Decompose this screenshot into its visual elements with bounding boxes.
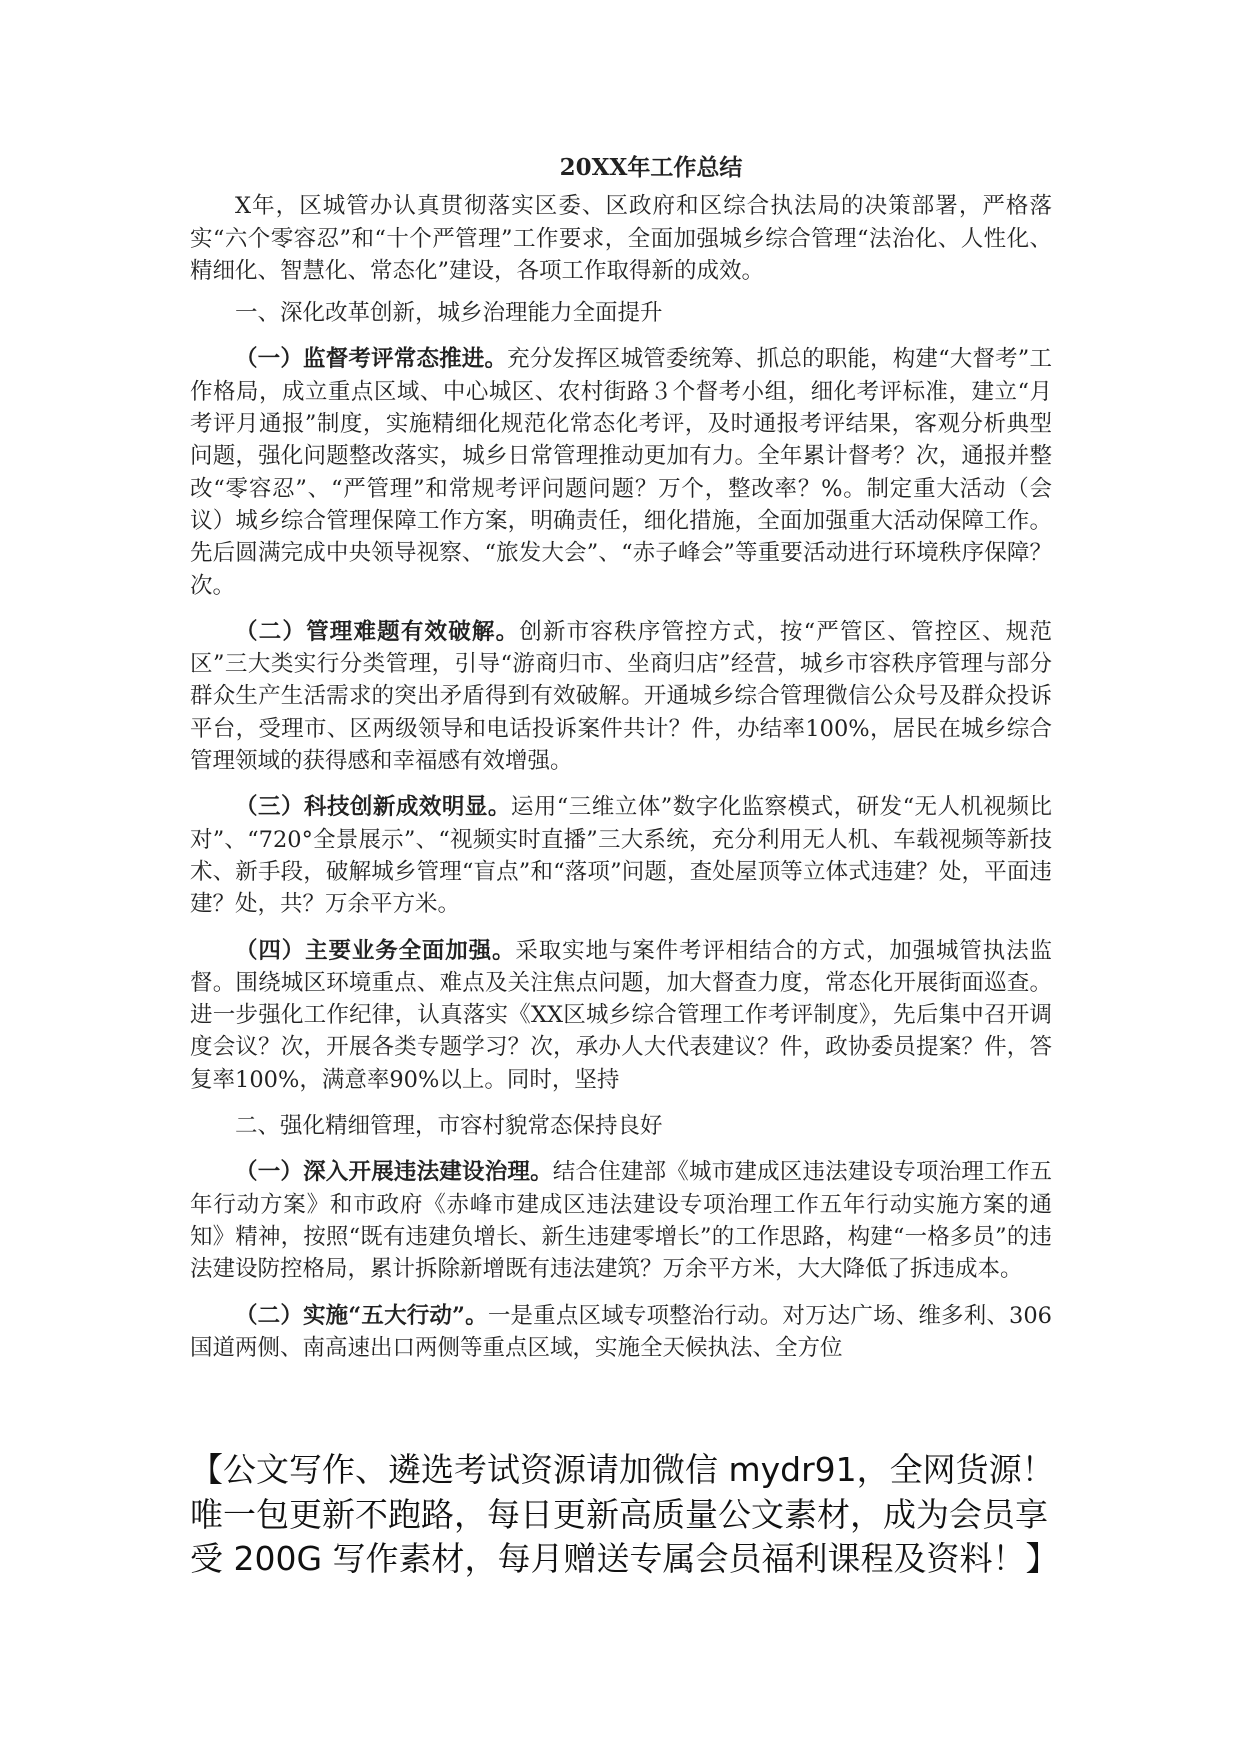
promo-notice: 【公文写作、遴选考试资源请加微信 mydr91，全网货源！唯一包更新不跑路，每日更新高质量公文素材，成为会员享受 200G 写作素材，每月赠送专属会员福利课程及资料！】 bbox=[190, 1450, 1059, 1578]
item-body: 采取实地与案件考评相结合的方式，加强城管执法监督。围绕城区环境重点、难点及关注焦点问题，加大督查力度，常态化开展街面巡查。进一步强化工作纪律，认真落实《XX区城乡综合管理工作考评制度》，先后集中召开调度会议？次，开展各类专题学习？次，承办人大代表建议？件，政协委员提案？件，答复率100%，满意率90%以上。同时，坚持 bbox=[190, 937, 1052, 1093]
item-body: 充分发挥区城管委统筹、抓总的职能，构建“大督考”工作格局，成立重点区域、中心城区、农村街路３个督考小组，细化考评标准，建立“月考评月通报”制度，实施精细化规范化常态化考评，及时通报考评结果，客观分析典型问题，强化问题整改落实，城乡日常管理推动更加有力。全年累计督考？次，通报并整改“零容忍”、“严管理”和常规考评问题问题？万个，整改率？%。制定重大活动（会议）城乡综合管理保障工作方案，明确责任，细化措施，全面加强重大活动保障工作。先后圆满完成中央领导视察、“旅发大会”、“赤子峰会”等重要活动进行环境秩序保障？次。 bbox=[190, 346, 1052, 599]
document-body bbox=[190, 152, 1052, 1378]
intro-paragraph: X年，区城管办认真贯彻落实区委、区政府和区综合执法局的决策部署，严格落实“六个零容忍”和“十个严管理”工作要求，全面加强城乡综合管理“法治化、人性化、精细化、智慧化、常态化”建设，各项工作取得新的成效。 bbox=[190, 193, 1052, 284]
section-1-item-3 bbox=[190, 791, 1052, 920]
section-2-heading: 二、强化精细管理，市容村貌常态保持良好 bbox=[235, 1113, 663, 1140]
item-body: 一是重点区域专项整治行动。对万达广场、维多利、306国道两侧、南高速出口两侧等重点区域，实施全天候执法、全方位 bbox=[190, 1302, 1052, 1361]
section-1-item-1 bbox=[190, 343, 1052, 601]
document-title: 20XX年工作总结 bbox=[559, 154, 743, 181]
item-lead: （一）深入开展违法建设治理。 bbox=[235, 1159, 553, 1186]
item-lead: （一）监督考评常态推进。 bbox=[235, 346, 508, 373]
item-body: 结合住建部《城市建成区违法建设专项治理工作五年行动方案》和市政府《赤峰市建成区违法建设专项治理工作五年行动实施方案的通知》精神，按照“既有违建负增长、新生违建零增长”的工作思路，构建“一格多员”的违法建设防控格局，累计拆除新增既有违法建筑？万余平方米，大大降低了拆违成本。 bbox=[190, 1159, 1052, 1283]
item-lead: （二）管理难题有效破解。 bbox=[235, 618, 520, 645]
section-2-item-1 bbox=[190, 1156, 1052, 1285]
item-body: 运用“三维立体”数字化监察模式，研发“无人机视频比对”、“720°全景展示”、“视频实时直播”三大系统，充分利用无人机、车载视频等新技术、新手段，破解城乡管理“盲点”和“落项”问题，查处屋顶等立体式违建？处，平面违建？处，共？万余平方米。 bbox=[190, 794, 1052, 918]
item-lead: （四）主要业务全面加强。 bbox=[235, 937, 516, 964]
item-lead: （二）实施“五大行动”。 bbox=[235, 1302, 488, 1329]
section-2-item-2 bbox=[190, 1300, 1052, 1365]
section-1-item-2 bbox=[190, 616, 1052, 777]
section-1-heading: 一、深化改革创新，城乡治理能力全面提升 bbox=[235, 300, 663, 327]
item-lead: （三）科技创新成效明显。 bbox=[235, 794, 511, 821]
item-body: 创新市容秩序管控方式，按“严管区、管控区、规范区”三大类实行分类管理，引导“游商归市、坐商归店”经营，城乡市容秩序管理与部分群众生产生活需求的突出矛盾得到有效破解。开通城乡综合管理微信公众号及群众投诉平台，受理市、区两级领导和电话投诉案件共计？件，办结率100%，居民在城乡综合管理领域的获得感和幸福感有效增强。 bbox=[190, 618, 1052, 775]
section-1-item-4 bbox=[190, 935, 1052, 1096]
